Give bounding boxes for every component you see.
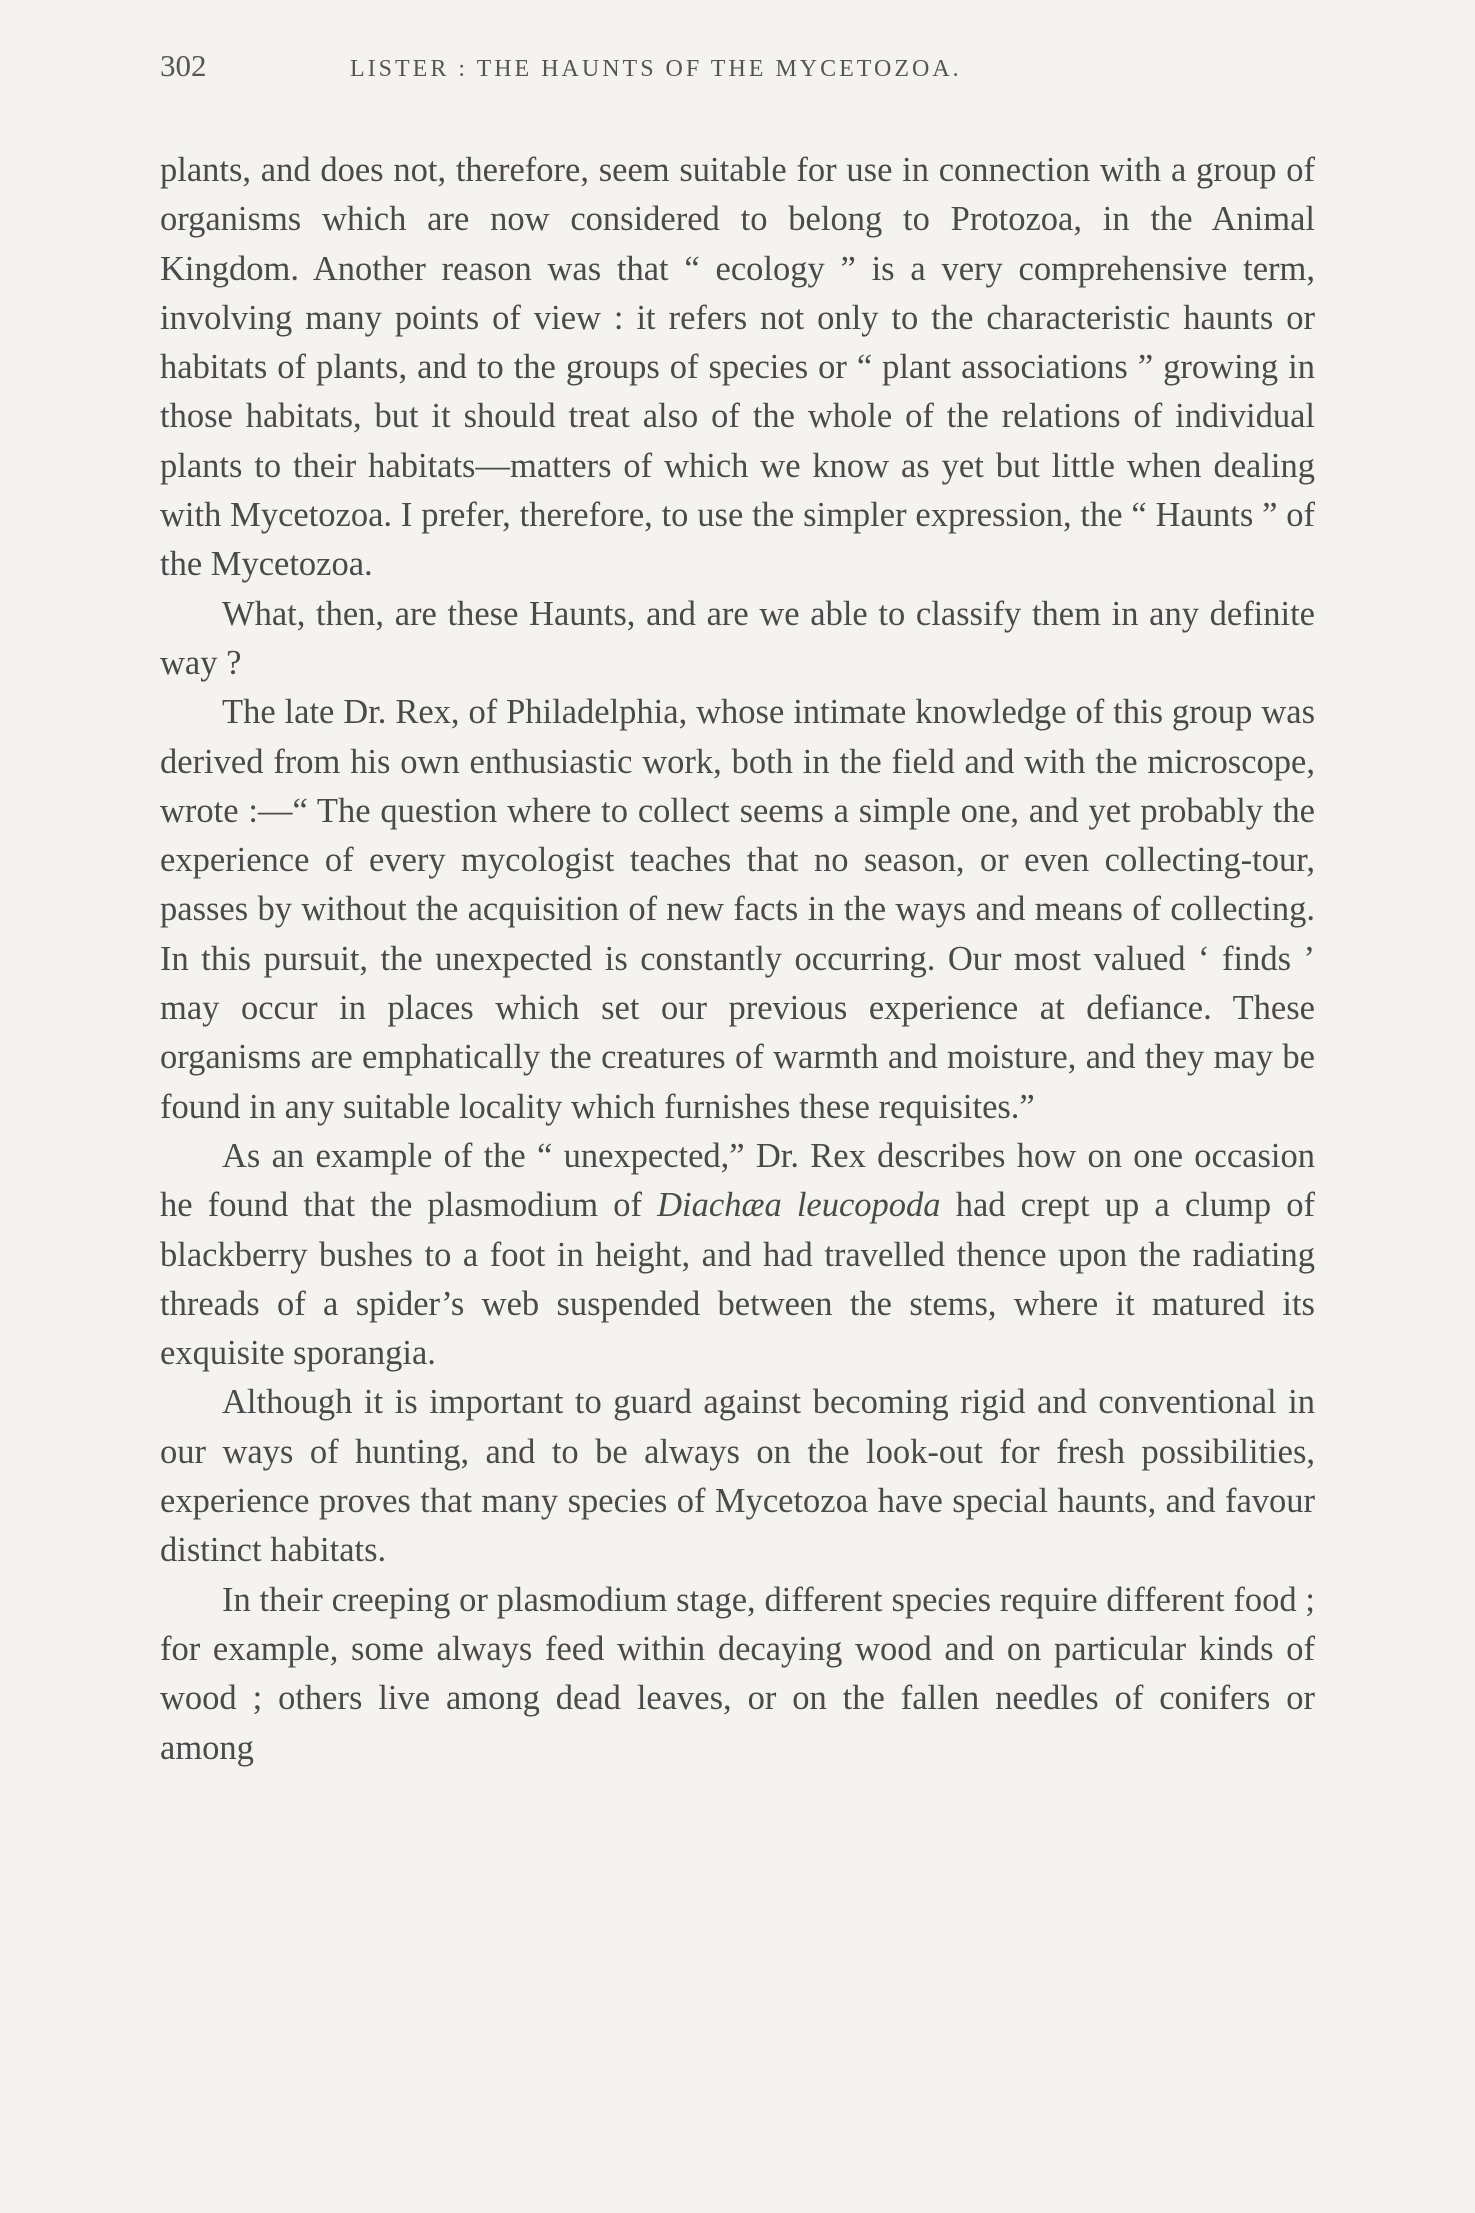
paragraph-1-text: plants, and does not, therefore, seem suitable for use in connection with a group of organisms which are now considered to belong to Protozoa, in the Animal Kingdom. Another reason was that “ ecology ” is a very comprehensive term, involving many points of view : it refers not only to the characteristic haunts or habitats of plants, and to the groups of species or “ plant associations ” growing in those habitats, but it should treat also of the whole of the relations of individual plants to their habitats—matters of which we know as yet but little when dealing with Mycetozoa. I prefer, therefore, to use the simpler expression, the “ Haunts ” of the Mycetozoa. (160, 151, 1315, 584)
paragraph-3-text: The late Dr. Rex, of Philadelphia, whose intimate knowledge of this group was derived from his own enthusiastic work, both in the field and with the microscope, wrote :—“ The question where to collect seems a simple one, and yet probably the experience of every mycologist teaches that no season, or even collecting-tour, passes by without the acquisition of new facts in the ways and means of collecting. In this pursuit, the unexpected is constantly occurring. Our most valued ‘ finds ’ may occur in places which set our previous experience at defiance. These organisms are emphatically the creatures of warmth and moisture, and they may be found in any suitable locality which furnishes these requisites.” (160, 693, 1315, 1126)
paragraph-3 (160, 688, 1315, 1132)
paragraph-4-text-before: As an example of the “ unexpected,” Dr. Rex describes how on one occasion he found that the plasmodium of (160, 1136, 1315, 1225)
paragraph-2-text: What, then, are these Haunts, and are we able to classify them in any definite way ? (160, 594, 1315, 682)
paragraph-2 (160, 590, 1315, 689)
paragraph-6-text: In their creeping or plasmodium stage, different species require different food ; for example, some always feed within decaying wood and on particular kinds of wood ; others live among dead leaves, or on the fallen needles of conifers or among (160, 1580, 1315, 1767)
running-title: LISTER : THE HAUNTS OF THE MYCETOZOA. (350, 56, 962, 82)
paragraph-5 (160, 1378, 1315, 1575)
paragraph-1 (160, 146, 1315, 590)
running-head (160, 48, 1315, 108)
paragraph-4-text-after: had crept up a clump of blackberry bushes to a foot in height, and had travelled thence upon the radiating threads of a spider’s web suspended between the stems, where it matured its exquisite sporangia. (160, 1186, 1315, 1373)
paragraph-6 (160, 1576, 1315, 1773)
page-number: 302 (160, 48, 207, 83)
paragraph-4 (160, 1132, 1315, 1378)
book-page (160, 48, 1315, 1773)
species-name-italic: Diachæa leucopoda (657, 1186, 941, 1225)
paragraph-5-text: Although it is important to guard against becoming rigid and conventional in our ways of hunting, and to be always on the look-out for fresh possibilities, experience proves that many species of Mycetozoa have special haunts, and favour distinct habitats. (160, 1383, 1315, 1570)
body-text (160, 146, 1315, 1773)
